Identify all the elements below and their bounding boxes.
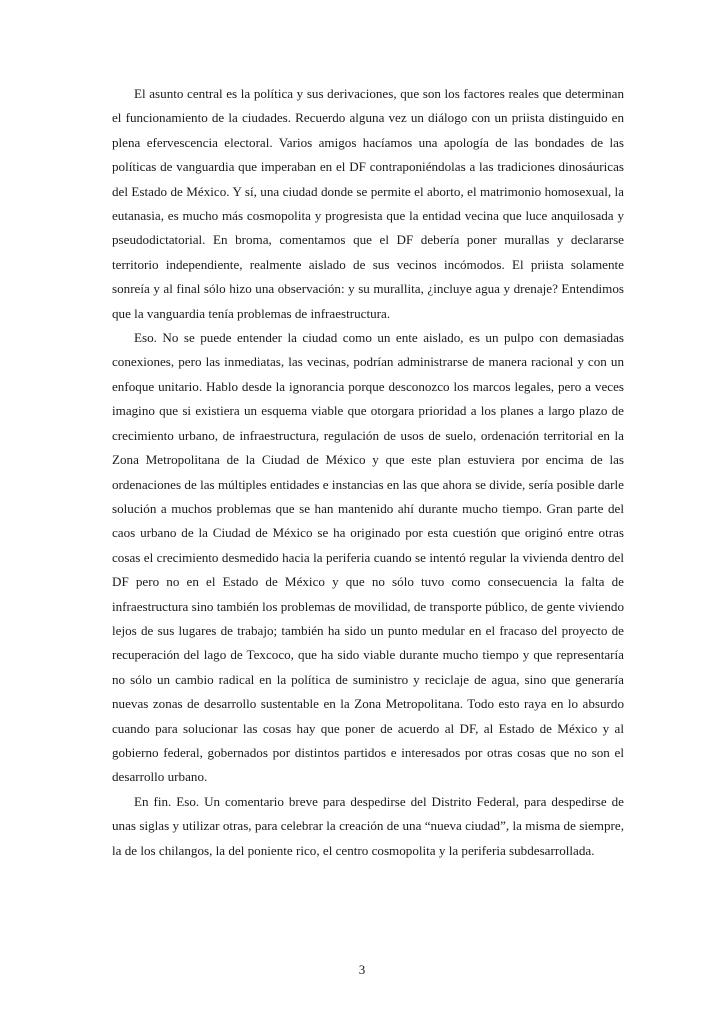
paragraph-metropolitan-zone: Eso. No se puede entender la ciudad como un ente aislado, es un pulpo con demasiadas conexiones, pero las inmediatas, las vecinas, podrían administrarse de manera racional y con un enfoque unitario. Hablo desde la ignorancia porque desconozco los marcos legales, pero a veces imagino que si existiera un esquema viable que otorgara prioridad a los planes a largo plazo de crecimiento urbano, de infraestructura, regulación de usos de suelo, ordenación territorial en la Zona Metropolitana de la Ciudad de México y que este plan estuviera por encima de las ordenaciones de las múltiples entidades e instancias en las que ahora se divide, sería posible darle solución a muchos problemas que se han mantenido ahí durante mucho tiempo. Gran parte del caos urbano de la Ciudad de México se ha originado por esta cuestión que originó entre otras cosas el crecimiento desmedido hacia la periferia cuando se intentó regular la vivienda dentro del DF pero no en el Estado de México y que no sólo tuvo como consecuencia la falta de infraestructura sino también los problemas de movilidad, de transporte público, de gente viviendo lejos de sus lugares de trabajo; también ha sido un punto medular en el fracaso del proyecto de recuperación del lago de Texcoco, que ha sido viable durante mucho tiempo y que representaría no sólo un cambio radical en la política de suministro y reciclaje de agua, sino que generaría nuevas zonas de desarrollo sustentable en la Zona Metropolitana. Todo esto raya en lo absurdo cuando para solucionar las cosas hay que poner de acuerdo al DF, al Estado de México y al gobierno federal, gobernados por distintos partidos e interesados por otras cosas que no son el desarrollo urbano. — [112, 330, 624, 785]
page-number: 3 — [358, 962, 366, 977]
paragraph-politics: El asunto central es la política y sus derivaciones, que son los factores reales que determinan el funcionamiento de la ciudades. Recuerdo alguna vez un diálogo con un priista distinguido en plena efervescencia electoral. Varios amigos hacíamos una apología de las bondades de las políticas de vanguardia que imperaban en el DF contraponiéndolas a las tradiciones dinosáuricas del Estado de México. Y sí, una ciudad donde se permite el aborto, el matrimonio homosexual, la eutanasia, es mucho más cosmopolita y progresista que la entidad vecina que luce anquilosada y pseudodictatorial. En broma, comentamos que el DF debería poner murallas y declararse territorio independiente, realmente aislado de sus vecinos incómodos. El priista solamente sonreía y al final sólo hizo una observación: y su murallita, ¿incluye agua y drenaje? Entendimos que la vanguardia tenía problemas de infraestructura. — [112, 86, 624, 321]
paragraph-farewell: En fin. Eso. Un comentario breve para despedirse del Distrito Federal, para despedirse de unas siglas y utilizar otras, para celebrar la creación de una “nueva ciudad”, la misma de siempre, la de los chilangos, la del poniente rico, el centro cosmopolita y la periferia subdesarrollada. — [112, 793, 624, 858]
body-text — [112, 82, 624, 863]
